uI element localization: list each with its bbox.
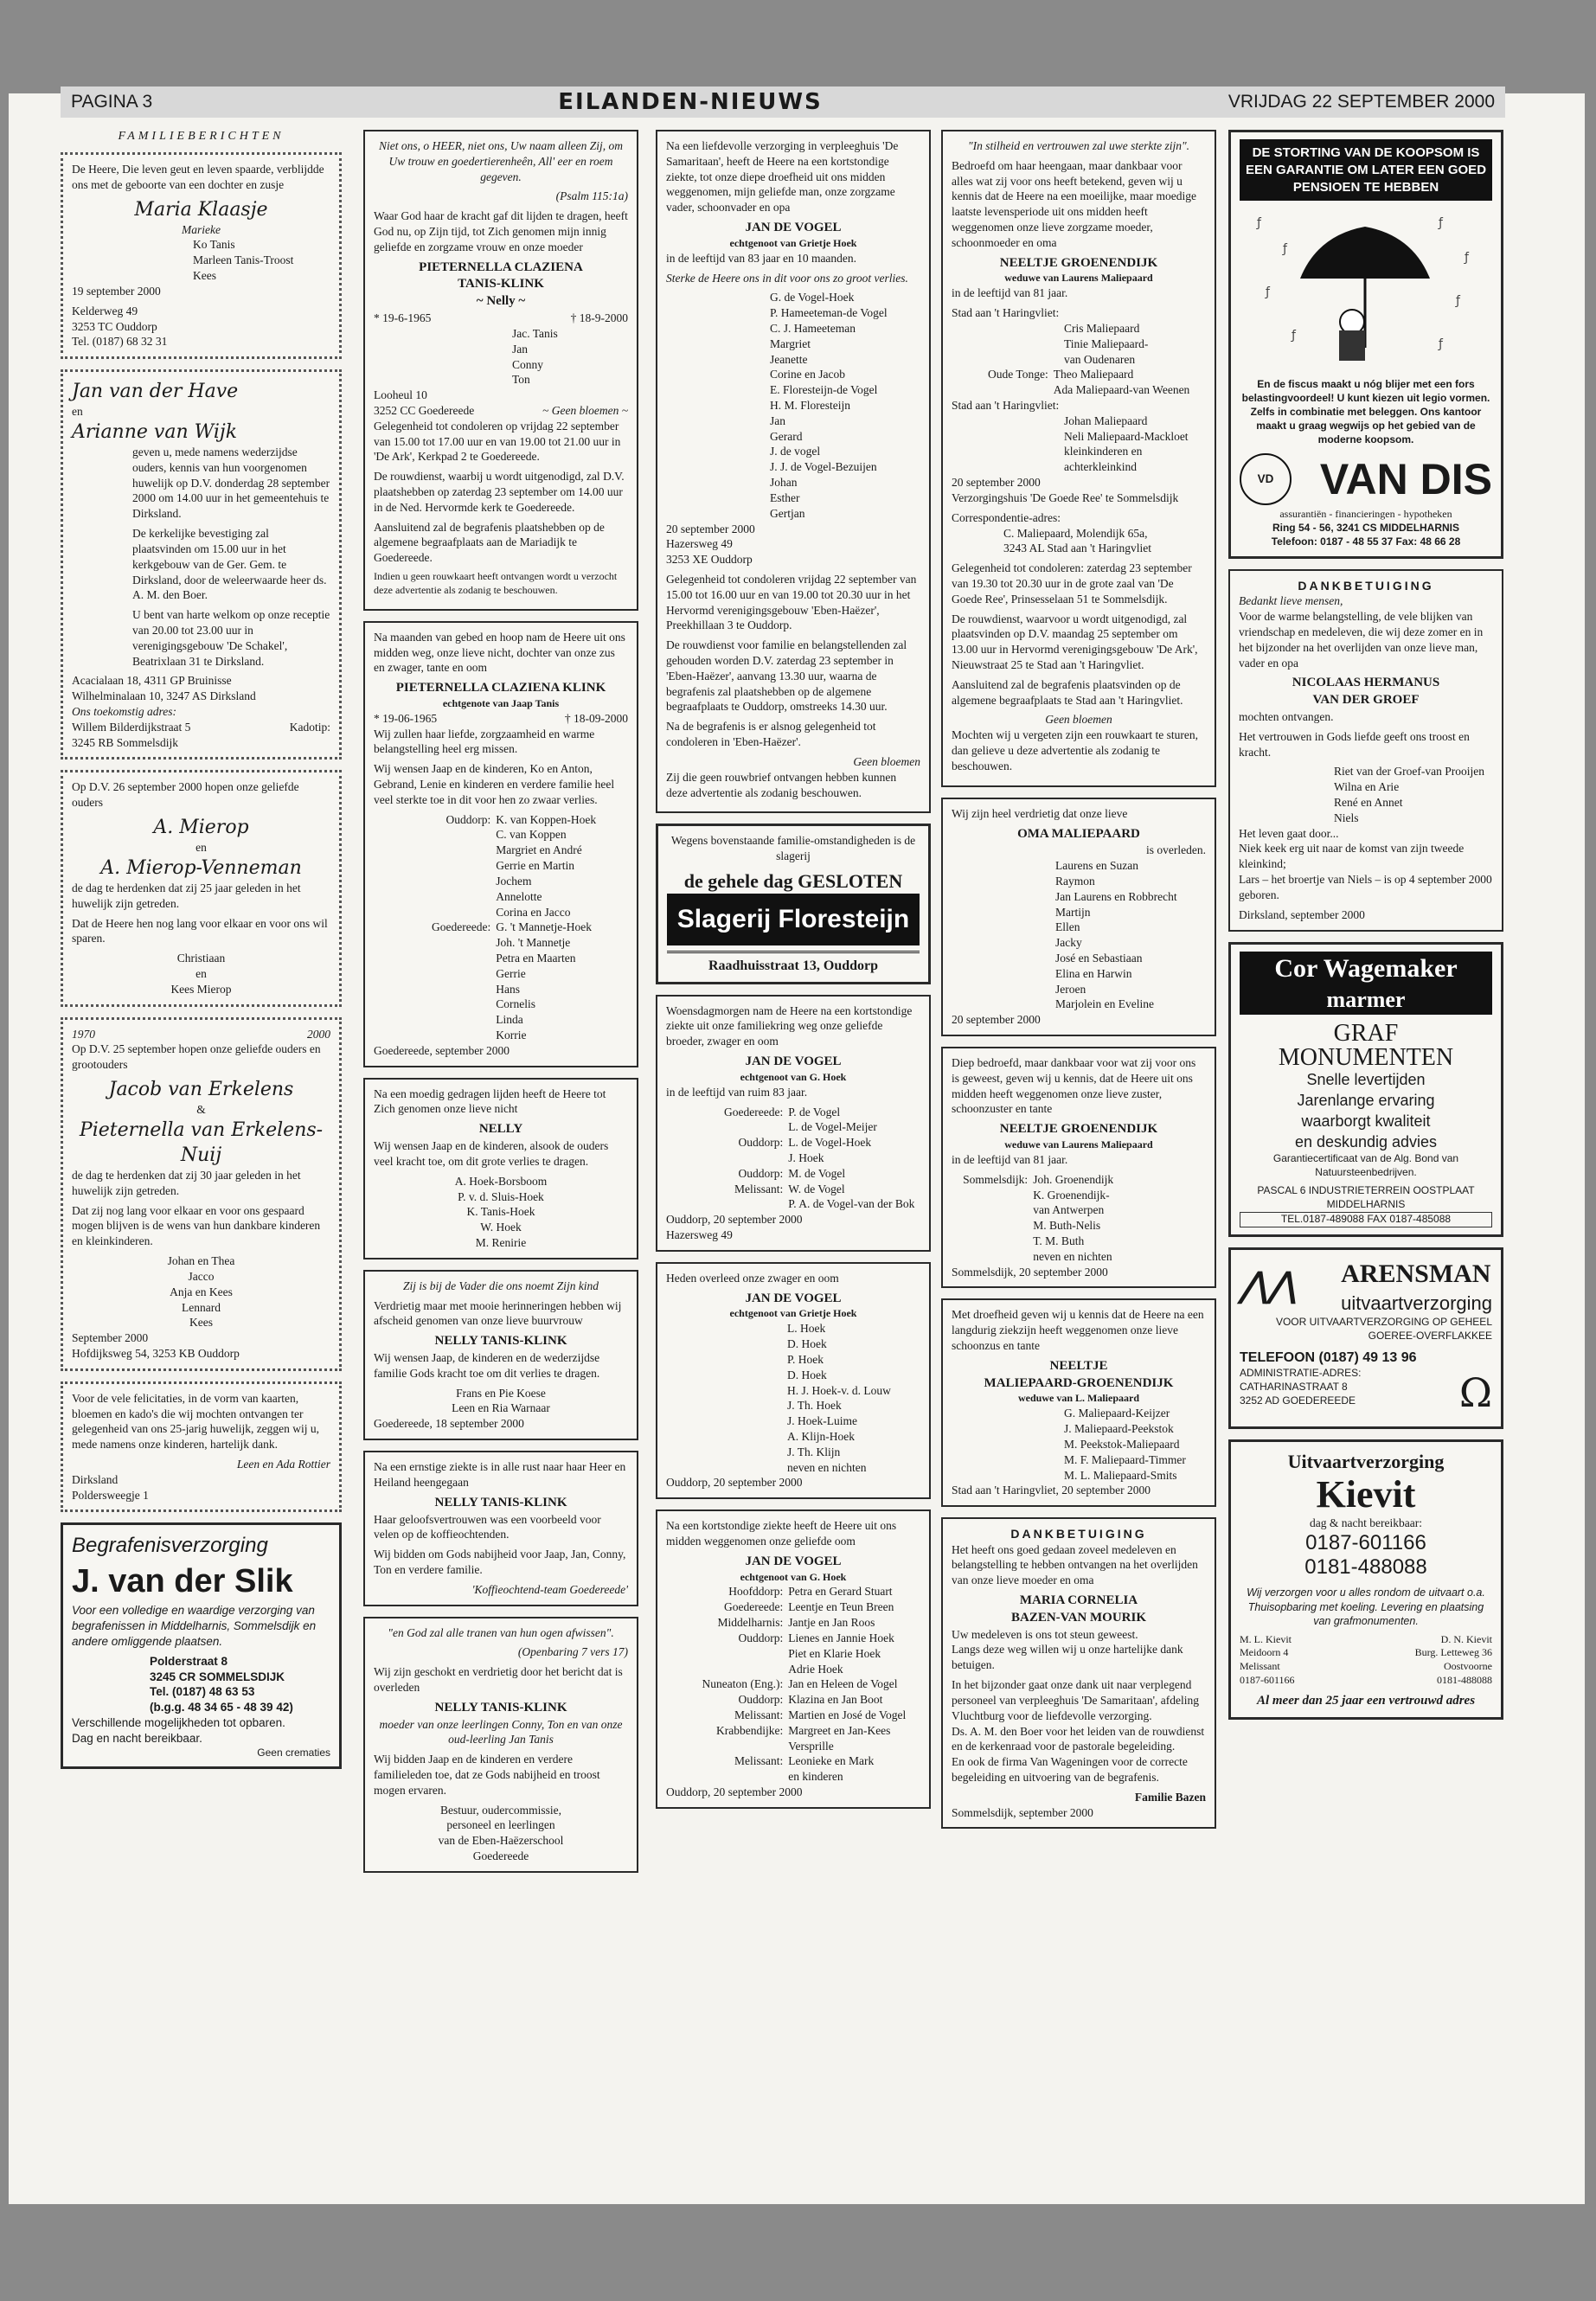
gift-tip: Kadotip: <box>289 720 330 734</box>
deceased-name: JAN DE VOGEL <box>745 1054 842 1069</box>
ad-text: En de fiscus maakt u nóg blijer met een fors belastingvoordeel! U kunt kiezen uit legio vormen. Zelfs in combinatie met beleggen. Ons kantoor maakt u graag wegwijs op het gebied van de moderne koopsom. <box>1241 378 1490 445</box>
place: Goedereede: <box>724 1600 784 1614</box>
place: Melissant: <box>734 1182 784 1195</box>
family-member: Jantje en Jan Roos <box>788 1616 875 1630</box>
ann-date: 19 september 2000 <box>72 284 161 298</box>
obituary-4 <box>941 1298 1216 1507</box>
ad-phone: 0187-601166 0181-488088 <box>1304 1530 1427 1579</box>
obituary-2 <box>363 621 638 1067</box>
family: Cris Maliepaard Tinie Maliepaard- van Oudenaren <box>1064 321 1149 366</box>
ann-text: Na een kortstondige ziekte heeft de Heere uit ons midden weggenomen onze geliefde oom <box>666 1519 897 1548</box>
page-number: PAGINA 3 <box>71 92 153 112</box>
butcher-closed-ad <box>656 824 931 984</box>
ann-text-3: Dat zij nog lang voor elkaar en voor ons gespaard mogen blijven is de wens van hun dankbare kinderen en kleinkinderen. <box>72 1203 321 1248</box>
deceased-name: NELLY TANIS-KLINK <box>434 1334 567 1349</box>
ann-text: Voor de vele felicitaties, in de vorm van kaarten, bloemen en kado's die wij mochten ontvangen ter gelegenheid van ons 25-jarig huwelijk, zeggen wij u, mede namens onze kinderen, hartelijk dank. <box>72 1391 320 1452</box>
family: Frans en Pie Koese Leen en Ria Warnaar <box>452 1386 550 1415</box>
family-member: Adrie Hoek <box>788 1662 843 1676</box>
column-3 <box>656 130 931 1819</box>
ad-company: Kievit <box>1316 1472 1416 1516</box>
callname: ~ Nelly ~ <box>476 294 526 309</box>
future-address: Willem Bilderdijkstraat 5 3245 RB Sommelsdijk <box>72 720 191 749</box>
spouse-line: echtgenoot van Grietje Hoek <box>729 236 857 249</box>
verse: "In stilheid en vertrouwen zal uwe sterkte zijn". <box>967 139 1190 152</box>
ann-date: Sommelsdijk, 20 september 2000 <box>952 1265 1108 1279</box>
and-text: en <box>195 841 207 855</box>
ann-address: Hazersweg 49 <box>666 1228 733 1242</box>
place: Oude Tonge: <box>988 368 1048 381</box>
deceased-name: MARIA CORNELIA BAZEN-VAN MOURIK <box>1011 1593 1146 1625</box>
verse-ref: (Psalm 115:1a) <box>555 189 628 203</box>
ann-address: Dirksland Poldersweegje 1 <box>72 1472 149 1502</box>
column-1 <box>61 130 342 1779</box>
obituary-4 <box>363 1270 638 1440</box>
place <box>666 1769 788 1785</box>
ad-heading: GRAF MONUMENTEN <box>1278 1020 1454 1072</box>
ann-text-5: Zij die geen rouwbrief ontvangen hebben kunnen deze advertentie als zodanig beschouwen. <box>666 770 897 799</box>
page-header <box>61 87 1505 118</box>
verse: Sterke de Heere ons in dit voor ons zo groot verlies. <box>666 271 908 285</box>
death-date: † 18-09-2000 <box>564 711 628 725</box>
spouse-line: weduwe van Laurens Maliepaard <box>1004 272 1153 285</box>
spouse-line: echtgenoot van G. Hoek <box>740 1570 847 1583</box>
age-line: in de leeftijd van 81 jaar. <box>952 1152 1068 1166</box>
family-row <box>666 1584 920 1599</box>
column-2 <box>363 130 638 1883</box>
ann-text-3: Wij bidden om Gods nabijheid voor Jaap, Jan, Conny, Ton en verdere familie. <box>374 1548 626 1576</box>
money-rain-illustration <box>1240 201 1490 374</box>
place: Middelharnis: <box>717 1616 784 1630</box>
vd-logo: VD <box>1240 453 1292 505</box>
family: M. de Vogel <box>788 1166 846 1180</box>
ann-date: September 2000 <box>72 1331 149 1345</box>
place: Melissant: <box>734 1708 784 1721</box>
no-flowers: Geen bloemen <box>853 754 920 768</box>
family-member: Lienes en Jannie Hoek <box>788 1631 894 1644</box>
obituary <box>656 130 931 813</box>
place <box>666 1646 788 1662</box>
family-member: Klazina en Jan Boot <box>788 1693 883 1707</box>
svg-text:ƒ: ƒ <box>1439 216 1443 231</box>
ann-text: geven u, mede namens wederzijdse ouders, kennis van hun voorgenomen huwelijk op D.V. donderdag 28 september 2000 om 14.00 uur in het gemeentehuis te Dirksland. <box>132 445 330 521</box>
parents: Ko Tanis Marleen Tanis-Troost Kees <box>193 238 294 283</box>
ann-text: Bedroefd om haar heengaan, maar dankbaar voor alles wat zij voor ons heeft betekend, geven wij u kennis dat de Heere na een moeilijke, maar moedige laatste levensperiode uit ons midden heeft weggenomen onze lieve zorgzame moeder, schoonmoeder en oma <box>952 158 1197 249</box>
ann-date: Ouddorp, 20 september 2000 <box>666 1476 803 1490</box>
obituary-3 <box>941 1047 1216 1288</box>
ann-text-2: Gelegenheid tot condoleren vrijdag 22 september van 15.00 tot 16.00 uur en van 19.00 tot 20.30 uur in het Hervormd verenigingsgebouw 'Eben-Haëzer', Preekhillaan 3 te Ouddorp. <box>666 572 917 632</box>
ad-address: Ring 54 - 56, 3241 CS MIDDELHARNIS Telefoon: 0187 - 48 55 37 Fax: 48 66 28 <box>1271 522 1461 548</box>
wedding-announcement <box>61 369 342 760</box>
signature: Leen en Ada Rottier <box>236 1458 330 1471</box>
ad-company: VAN DIS <box>1319 455 1492 504</box>
ann-text-2: Wij zullen haar liefde, zorgzaamheid en warme belangstelling heel erg missen. <box>374 727 595 756</box>
spouse-line: echtgenoot van Grietje Hoek <box>729 1307 857 1320</box>
deceased-name: NELLY <box>478 1122 523 1137</box>
ad-text: Voor een volledige en waardige verzorging van begrafenissen in Middelharnis, Sommelsdijk en andere omliggende plaatsen. <box>72 1604 317 1648</box>
ann-text-2: Uw medeleven is ons tot steun geweest. Langs deze weg willen wij u onze hartelijke dank betuigen. <box>952 1627 1183 1672</box>
family-row <box>666 1599 920 1615</box>
ad-text-2: Garantiecertificaat van de Alg. Bond van Natuursteenbedrijven. <box>1272 1152 1459 1179</box>
ann-text-2: Wij wensen Jaap, de kinderen en de wederzijdse familie Gods kracht toe om dit verlies te dragen. <box>374 1351 600 1380</box>
birth-date: * 19-06-1965 <box>374 711 438 725</box>
place: Goedereede: <box>432 920 491 934</box>
anniversary-announcement <box>61 770 342 1006</box>
verse-ref: (Openbaring 7 vers 17) <box>517 1645 628 1659</box>
ad-tagline: assurantiën - financieringen - hypotheken <box>1279 508 1452 521</box>
family: Riet van der Groef-van Prooijen Wilna en Arie René en Annet Niels <box>1334 765 1484 824</box>
place: Ouddorp: <box>738 1631 784 1644</box>
place: Krabbendijke: <box>716 1723 784 1737</box>
svg-text:ƒ: ƒ <box>1456 294 1460 309</box>
ann-text: Op D.V. 25 september hopen onze geliefde ouders en grootouders <box>72 1042 321 1072</box>
place: Hoofddorp: <box>728 1585 784 1599</box>
age-line: in de leeftijd van 81 jaar. <box>952 286 1068 300</box>
corr-address: C. Maliepaard, Molendijk 65a, 3243 AL Stad aan 't Haringvliet <box>1003 526 1152 555</box>
ann-text-3: U bent van harte welkom op onze receptie van 20.00 tot 23.00 uur in verenigingsgebouw 'De Schakel', Beatrixlaan 31 te Dirksland. <box>132 608 330 668</box>
ann-date: Sommelsdijk, september 2000 <box>952 1805 1093 1819</box>
family-member: Leentje en Teun Breen <box>788 1600 894 1614</box>
ann-date: Ouddorp, 20 september 2000 <box>666 1213 803 1227</box>
contact-right: D. N. Kievit Burg. Letteweg 36 Oostvoorne 0181-488088 <box>1414 1632 1492 1687</box>
family: G. Maliepaard-Keijzer J. Maliepaard-Peekstok M. Peekstok-Maliepaard M. F. Maliepaard-Timmer M. L. Maliepaard-Smits <box>1064 1407 1186 1482</box>
obituary-3 <box>656 1262 931 1499</box>
deceased-name: JAN DE VOGEL <box>745 1291 842 1305</box>
spouse-line: weduwe van Laurens Maliepaard <box>1004 1138 1153 1151</box>
monuments-ad <box>1228 942 1503 1237</box>
family-member: Margreet en Jan-Kees Versprille <box>788 1723 891 1753</box>
ann-text: Het heeft ons goed gedaan zoveel medeleven en belangstelling te hebben ontvangen na het overlijden van onze lieve moeder en oma <box>952 1542 1198 1587</box>
children: Christiaan en Kees Mierop <box>170 952 232 996</box>
verse: Niet ons, o HEER, niet ons, Uw naam alleen Zij, om Uw trouw en goedertierenheên, All' eer en roem gegeven. <box>379 139 623 183</box>
no-flowers: Geen bloemen <box>1045 713 1112 727</box>
insurance-ad <box>1228 130 1503 559</box>
and-text: & <box>196 1103 206 1117</box>
ann-text-2: Gelegenheid tot condoleren op vrijdag 22 september van 15.00 tot 17.00 uur en van 19.00 tot 21.00 uur in 'De Ark', Kerkpad 2 te Goedereede. <box>374 419 621 464</box>
ann-date: Goedereede, september 2000 <box>374 1043 510 1057</box>
family-row <box>666 1615 920 1631</box>
ann-text: Verdrietig maar met mooie herinneringen hebben wij afscheid genomen van onze lieve buurvrouw <box>374 1298 622 1328</box>
ann-text-2: Wij wensen Jaap en de kinderen, alsook de ouders veel kracht toe, om dit grote verlies te dragen. <box>374 1139 609 1168</box>
family-row <box>666 1646 920 1662</box>
family: Joh. Groenendijk K. Groenendijk- van Antwerpen M. Buth-Nelis T. M. Buth neven en nichten <box>1033 1172 1114 1263</box>
family: G. 't Mannetje-Hoek Joh. 't Mannetje Petra en Maarten Gerrie Hans Cornelis Linda Korrie <box>496 920 593 1042</box>
am-logo-icon: ⋀⋀ <box>1240 1266 1297 1305</box>
deceased-name: NICOLAAS HERMANUS VAN DER GROEF <box>1292 676 1440 708</box>
place: Stad aan 't Haringvliet: <box>952 399 1060 412</box>
ad-text: dag & nacht bereikbaar: <box>1309 1516 1423 1530</box>
ann-text-3: Het vertrouwen in Gods liefde geeft ons troost en kracht. <box>1239 729 1470 759</box>
ann-address: Verzorgingshuis 'De Goede Ree' te Sommelsdijk <box>952 490 1179 504</box>
obituary-2 <box>941 798 1216 1036</box>
svg-text:ƒ: ƒ <box>1283 242 1287 257</box>
bride-name: Arianne van Wijk <box>72 421 238 443</box>
ann-text-4: Aansluitend zal de begrafenis plaatsvinden op de algemene begraafplaats te Stad aan 't Haringvliet. <box>952 677 1183 707</box>
sub-line: is overleden. <box>1146 843 1206 857</box>
place: Melissant: <box>734 1754 784 1768</box>
ad-text: VOOR UITVAARTVERZORGING OP GEHEEL GOEREE-OVERFLAKKEE <box>1275 1316 1492 1343</box>
ann-text-2: de dag te herdenken dat zij 25 jaar geleden in het huwelijk zijn getreden. <box>72 881 301 910</box>
spouse-line: weduwe van L. Maliepaard <box>1017 1392 1139 1405</box>
verse: Zij is bij de Vader die ons noemt Zijn kind <box>402 1279 599 1292</box>
ad-company: ARENSMAN <box>1341 1259 1491 1288</box>
ann-text: Waar God haar de kracht gaf dit lijden te dragen, heeft God nu, op Zijn tijd, tot Zich genomen mijn innig geliefde en zorgzame vrouw en onze moeder <box>374 209 628 253</box>
ad-phone: TEL.0187-489088 FAX 0187-485088 <box>1240 1212 1492 1227</box>
ann-text-2: Haar geloofsvertrouwen was een voorbeeld voor velen op de koffieochtenden. <box>374 1512 601 1541</box>
family: P. de Vogel L. de Vogel-Meijer <box>788 1105 877 1134</box>
family-row <box>666 1708 920 1723</box>
place: Ouddorp: <box>738 1166 784 1180</box>
column-4 <box>941 130 1216 1839</box>
place: Ouddorp: <box>738 1693 784 1707</box>
ann-date: Goedereede, 18 september 2000 <box>374 1417 524 1431</box>
death-date: † 18-9-2000 <box>570 311 628 325</box>
family-row <box>666 1753 920 1769</box>
ann-text-2: mochten ontvangen. <box>1239 709 1334 723</box>
contact-left: M. L. Kievit Meidoorn 4 Melissant 0187-601166 <box>1240 1632 1295 1687</box>
ann-text-2: De kerkelijke bevestiging zal plaatsvinden om 15.00 uur in het kerkgebouw van de Ger. Gem. te Dirksland, door de weleerwaarde heer ds. A. M. den Boer. <box>132 527 327 602</box>
undertaker-ad <box>1228 1247 1503 1429</box>
child-name: Maria Klaasje <box>134 198 268 221</box>
ad-text: Snelle levertijden Jarenlange ervaring waarborgt kwaliteit en deskundig advies <box>1294 1071 1438 1150</box>
deceased-name: JAN DE VOGEL <box>745 221 842 235</box>
family-member: Martien en José de Vogel <box>788 1708 907 1721</box>
ad-company: Slagerij Floresteijn <box>667 894 920 945</box>
ann-text: Diep bedroefd, maar dankbaar voor wat zij voor ons is geweest, geven wij u kennis, dat de Heere uit ons midden heeft weggenomen onze lieve zuster, schoonzuster en tante <box>952 1056 1196 1116</box>
spouse-2: Pieternella van Erkelens-Nuij <box>79 1118 324 1166</box>
svg-text:ƒ: ƒ <box>1439 337 1443 352</box>
ad-company: Cor Wagemaker <box>1240 952 1492 986</box>
newspaper-title: EILANDEN-NIEUWS <box>558 89 823 115</box>
family-row <box>666 1662 920 1677</box>
section-title: FAMILIEBERICHTEN <box>118 130 285 143</box>
ann-text: Na een liefdevolle verzorging in verpleeghuis 'De Samaritaan', heeft de Heere na een kortstondige ziekte, tot onze diepe droefheid uit ons midden weggenomen, mijn geliefde man, onze zorgzame vader, schoonvader en opa <box>666 139 899 215</box>
and-text: en <box>72 405 83 419</box>
ann-text: Wij zijn heel verdrietig dat onze lieve <box>952 806 1128 820</box>
funeral-service-ad <box>61 1522 342 1769</box>
undertaker-ad-2 <box>1228 1439 1503 1720</box>
deceased-name: PIETERNELLA CLAZIENA KLINK <box>395 681 606 695</box>
deceased-name: PIETERNELLA CLAZIENA TANIS-KLINK <box>419 260 583 292</box>
year-start: 1970 <box>72 1027 95 1041</box>
ann-text-4: Na de begrafenis is er alsnog gelegenheid tot condoleren in 'Eben-Haëzer'. <box>666 720 876 749</box>
family: Johan Maliepaard Neli Maliepaard-Mackloet kleinkinderen en achterkleinkind <box>1064 413 1189 474</box>
family-row <box>666 1676 920 1692</box>
age-line: in de leeftijd van 83 jaar en 10 maanden. <box>666 251 857 265</box>
issue-date: VRIJDAG 22 SEPTEMBER 2000 <box>1227 92 1495 112</box>
ad-text-2: Verschillende mogelijkheden tot opbaren. Dag en nacht bereikbaar. <box>72 1715 285 1745</box>
ad-company-sub: uitvaartverzorging <box>1341 1292 1492 1315</box>
future-address-label: Ons toekomstig adres: <box>72 705 176 719</box>
ann-address: Acacialaan 18, 4311 GP Bruinisse Wilhelminalaan 10, 3247 AS Dirksland <box>72 674 256 703</box>
ann-intro: Bedankt lieve mensen, <box>1239 594 1343 608</box>
family-row <box>666 1723 920 1754</box>
ad-company: J. van der Slik <box>72 1563 293 1600</box>
place <box>666 1662 788 1677</box>
spouse-line: echtgenoot van G. Hoek <box>740 1070 847 1083</box>
thank-you-note <box>61 1381 342 1513</box>
obituary-4 <box>656 1509 931 1809</box>
svg-text:ƒ: ƒ <box>1465 251 1469 266</box>
place: Sommelsdijk: <box>963 1172 1029 1186</box>
ad-heading: DE STORTING VAN DE KOOPSOM IS EEN GARANTIE OM LATER EEN GOED PENSIOEN TE HEBBEN <box>1240 139 1492 201</box>
age-line: in de leeftijd van ruim 83 jaar. <box>666 1085 808 1099</box>
ad-tagline: Al meer dan 25 jaar een vertrouwd adres <box>1256 1693 1476 1708</box>
child-callname: Marieke <box>182 222 221 236</box>
spouse-2: A. Mierop-Venneman <box>100 856 302 879</box>
ann-address: Hazersweg 49 3253 XE Ouddorp <box>666 537 753 567</box>
thank-you-heading: DANKBETUIGING <box>1010 1527 1147 1541</box>
ann-text-4: Aansluitend zal de begrafenis plaatshebben op de algemene begraafplaats aan de Mariadijk te Goedereede. <box>374 520 605 565</box>
ad-text: Wegens bovenstaande familie-omstandigheden is de slagerij <box>670 834 916 863</box>
deceased-name: NELLY TANIS-KLINK <box>434 1495 567 1509</box>
deceased-name: JAN DE VOGEL <box>745 1554 842 1568</box>
birth-announcement <box>61 152 342 359</box>
family-row <box>666 1769 920 1785</box>
deceased-name: OMA MALIEPAARD <box>1017 826 1140 841</box>
family-member: Leonieke en Mark <box>788 1754 875 1768</box>
family: W. de Vogel P. A. de Vogel-van der Bok <box>788 1182 915 1211</box>
family: L. de Vogel-Hoek J. Hoek <box>788 1136 872 1164</box>
place: Stad aan 't Haringvliet: <box>952 306 1060 320</box>
place: Ouddorp: <box>738 1136 784 1150</box>
place: Nuneaton (Eng.): <box>702 1677 784 1691</box>
no-flowers: ~ Geen bloemen ~ <box>542 403 628 417</box>
ann-address: Hofdijksweg 54, 3253 KB Ouddorp <box>72 1346 240 1360</box>
ann-text: Na een moedig gedragen lijden heeft de Heere tot Zich genomen onze lieve nicht <box>374 1086 606 1116</box>
ad-address: PASCAL 6 INDUSTRIETERREIN OOSTPLAAT MIDDELHARNIS <box>1257 1184 1475 1210</box>
svg-text:ƒ: ƒ <box>1292 329 1296 343</box>
obituary-2 <box>656 995 931 1252</box>
ann-text: Met droefheid geven wij u kennis dat de Heere na een langdurig ziekzijn heeft weggenomen onze lieve schoonzus en tante <box>952 1308 1204 1353</box>
ad-address: Raadhuisstraat 13, Ouddorp <box>667 951 920 975</box>
ann-text-3: Dat de Heere hen nog lang voor elkaar en voor ons wil sparen. <box>72 916 328 945</box>
ad-company-sub: marmer <box>1240 985 1492 1015</box>
ad-note: Geen crematies <box>257 1746 330 1759</box>
ad-address: ADMINISTRATIE-ADRES: CATHARINASTRAAT 8 3252 AD GOEDEREEDE <box>1240 1366 1362 1407</box>
thank-you-heading: DANKBETUIGING <box>1298 578 1434 593</box>
deceased-name: NEELTJE GROENENDIJK <box>999 255 1158 270</box>
ann-date: 20 september 2000 <box>952 1013 1041 1027</box>
ann-text-5: Indien u geen rouwkaart heeft ontvangen wordt u verzocht deze advertentie als zodanig te beschouwen. <box>374 570 618 596</box>
place: Ouddorp: <box>445 812 491 826</box>
corr-label: Correspondentie-adres: <box>952 510 1061 524</box>
deceased-name: NEELTJE MALIEPAARD-GROENENDIJK <box>984 1358 1174 1390</box>
family: Theo Maliepaard Ada Maliepaard-van Weenen <box>1053 368 1190 397</box>
anniversary-announcement-2 <box>61 1017 342 1371</box>
family-member: Piet en Klarie Hoek <box>788 1646 881 1660</box>
ann-text: De Heere, Die leven geut en leven spaarde, verblijdde ons met de geboorte van een dochter en zusje <box>72 163 324 191</box>
children: Johan en Thea Jacco Anja en Kees Lennard Kees <box>167 1254 235 1330</box>
svg-text:ƒ: ƒ <box>1266 285 1270 300</box>
ad-address: Polderstraat 8 3245 CR SOMMELSDIJK Tel. (0187) 48 63 53 (b.g.g. 48 34 65 - 48 39 42) <box>150 1654 293 1715</box>
sub-line: moeder van onze leerlingen Conny, Ton en van onze oud-leerling Jan Tanis <box>379 1717 623 1747</box>
signature: Bestuur, oudercommissie, personeel en leerlingen van de Eben-Haëzerschool Goedereede <box>438 1803 564 1863</box>
ann-text-3: Wij wensen Jaap en de kinderen, Ko en Anton, Gebrand, Lenie en kinderen en verdere familie heel veel sterkte toe in dit voor hen zo zwaar verlies. <box>374 762 615 806</box>
ann-text-3: In het bijzonder gaat onze dank uit naar verplegend personeel van verpleeghuis 'De Samaritaan', afdeling Vluchtburg voor de liefdevolle verzorging. Ds. A. M. den Boer voor het leiden van de rouwdienst en de kerkenraad voor de pastorale begeleiding. En ook de firma Van Wageningen voor de correcte begeleiding en uitvoering van de begrafenis. <box>952 1678 1205 1784</box>
obituary <box>363 130 638 611</box>
ann-date: Ouddorp, 20 september 2000 <box>666 1785 803 1799</box>
ad-text-2: Wij verzorgen voor u alles rondom de uitvaart o.a. Thuisopbaring met koeling. Levering en plaatsing van grafmonumenten. <box>1247 1586 1485 1628</box>
family: G. de Vogel-Hoek P. Hameeteman-de Vogel C. J. Hameeteman Margriet Jeanette Corine en Jacob E. Floresteijn-de Vogel H. M. Floresteijn Jan Gerard J. de vogel J. J. de Vogel-Bezuijen Johan Esther Gertjan <box>770 291 888 520</box>
year-end: 2000 <box>307 1027 330 1041</box>
family: Laurens en Suzan Raymon Jan Laurens en Robbrecht Martijn Ellen Jacky José en Sebastiaan Elina en Harwin Jeroen Marjolein en Eveline <box>1055 859 1177 1011</box>
groom-name: Jan van der Have <box>72 381 239 403</box>
obituary-3 <box>363 1078 638 1259</box>
deceased-name: NELLY TANIS-KLINK <box>434 1700 567 1715</box>
family-member: Jan en Heleen de Vogel <box>788 1677 898 1691</box>
ann-text-2: Wij bidden Jaap en de kinderen en verdere familieleden toe, dat ze Gods nabijheid en troost mogen ervaren. <box>374 1753 600 1797</box>
ann-text-5: Mochten wij u vergeten zijn een rouwkaart te sturen, dan gelieve u deze advertentie als zodanig te beschouwen. <box>952 728 1199 772</box>
svg-text:ƒ: ƒ <box>1257 216 1261 231</box>
ann-date: Dirksland, september 2000 <box>1239 907 1365 921</box>
ann-text: Wij zijn geschokt en verdrietig door het bericht dat is overleden <box>374 1665 623 1694</box>
obituary <box>941 130 1216 787</box>
ad-heading: de gehele dag GESLOTEN <box>683 869 903 892</box>
column-5 <box>1228 130 1503 1730</box>
obituary-5 <box>363 1451 638 1606</box>
obituary-6 <box>363 1617 638 1873</box>
ann-text-4: Het leven gaat door... Niek keek erg uit naar de komst van zijn tweede kleinkind; Lars – het broertje van Niels – is op 4 september 2000 geboren. <box>1239 826 1492 901</box>
family: Jac. Tanis Jan Conny Ton <box>512 326 558 387</box>
ann-address: Looheul 10 3252 CC Goedereede <box>374 388 475 417</box>
ann-text: Op D.V. 26 september 2000 hopen onze geliefde ouders <box>72 780 299 810</box>
ann-text: Woensdagmorgen nam de Heere na een kortstondige ziekte uit onze familiekring weg onze geliefde broeder, zwager en oom <box>666 1003 913 1048</box>
spouse-1: A. Mierop <box>153 817 249 839</box>
ann-text: Heden overleed onze zwager en oom <box>666 1271 839 1285</box>
spouse-line: echtgenote van Jaap Tanis <box>442 696 560 709</box>
family-member: en kinderen <box>788 1770 843 1784</box>
ann-date: Stad aan 't Haringvliet, 20 september 2000 <box>952 1484 1151 1497</box>
ann-address: Kelderweg 49 3253 TC Ouddorp Tel. (0187) 68 32 31 <box>72 304 168 349</box>
signature: Familie Bazen <box>1134 1790 1206 1804</box>
omega-icon: Ω <box>1458 1368 1492 1416</box>
signature: 'Koffieochtend-team Goedereede' <box>471 1582 628 1596</box>
ad-phone: TELEFOON (0187) 49 13 96 <box>1240 1349 1417 1365</box>
family: A. Hoek-Borsboom P. v. d. Sluis-Hoek K. Tanis-Hoek W. Hoek M. Renirie <box>454 1174 548 1249</box>
thank-you-note <box>941 1517 1216 1829</box>
thank-you-note <box>1228 569 1503 932</box>
ann-text-3: De rouwdienst voor familie en belangstellenden zal gehouden worden D.V. zaterdag 23 september in 'Eben-Haëzer', aanvang 13.30 uur, waarna de begrafenis zal plaatshebben op de algemene begraafplaats te Ouddorp, omstreeks 14.30 uur. <box>666 638 907 714</box>
ann-text: Voor de warme belangstelling, de vele blijken van vriendschap en medeleven, die wij deze zomer en in het bijzonder na het overlijden van onze lieve man, vader en opa <box>1239 610 1484 670</box>
ann-text-3: De rouwdienst, waarvoor u wordt uitgenodigd, zal plaatsvinden op D.V. maandag 25 september om 13.00 uur in Hervormd verenigingsgebouw 'De Ark', Nieuwstraat 25 te Stad aan 't Haringvliet. <box>952 612 1198 671</box>
family: L. Hoek D. Hoek P. Hoek D. Hoek H. J. Hoek-v. d. Louw J. Th. Hoek J. Hoek-Luime A. Klijn-Hoek J. Th. Klijn neven en nichten <box>787 1322 891 1474</box>
family-row <box>666 1692 920 1708</box>
deceased-name: NEELTJE GROENENDIJK <box>999 1122 1158 1137</box>
ad-heading: Uitvaartverzorging <box>1287 1450 1445 1472</box>
family: K. van Koppen-Hoek C. van Koppen Margriet en André Gerrie en Martin Jochem Annelotte Corina en Jacco <box>496 812 597 919</box>
ann-text: Na een ernstige ziekte is in alle rust naar haar Heer en Heiland heengegaan <box>374 1460 626 1489</box>
family-row <box>666 1631 920 1646</box>
ad-heading: Begrafenisverzorging <box>72 1534 268 1558</box>
verse: "en God zal alle tranen van hun ogen afwissen". <box>388 1625 614 1639</box>
family-table <box>666 1584 920 1785</box>
family-member: Petra en Gerard Stuart <box>788 1585 893 1599</box>
birth-date: * 19-6-1965 <box>374 311 432 325</box>
place: Goedereede: <box>724 1105 784 1118</box>
ann-text: Na maanden van gebed en hoop nam de Heere uit ons midden weg, onze lieve nicht, dochter van onze zus en zwager, tante en oom <box>374 630 625 675</box>
ann-text-3: De rouwdienst, waarbij u wordt uitgenodigd, zal D.V. plaatshebben op zaterdag 23 september om 14.00 uur in de Ned. Hervormde kerk te Goedereede. <box>374 470 625 514</box>
ann-date: 20 september 2000 <box>666 522 755 535</box>
ann-text-2: de dag te herdenken dat zij 30 jaar geleden in het huwelijk zijn getreden. <box>72 1169 301 1197</box>
spouse-1: Jacob van Erkelens <box>108 1079 294 1101</box>
ann-text-2: Gelegenheid tot condoleren: zaterdag 23 september van 19.30 tot 20.30 uur in de grote zaal van 'De Goede Ree', Prinsesselaan 51 te Sommelsdijk. <box>952 561 1192 606</box>
ann-date: 20 september 2000 <box>952 476 1041 490</box>
